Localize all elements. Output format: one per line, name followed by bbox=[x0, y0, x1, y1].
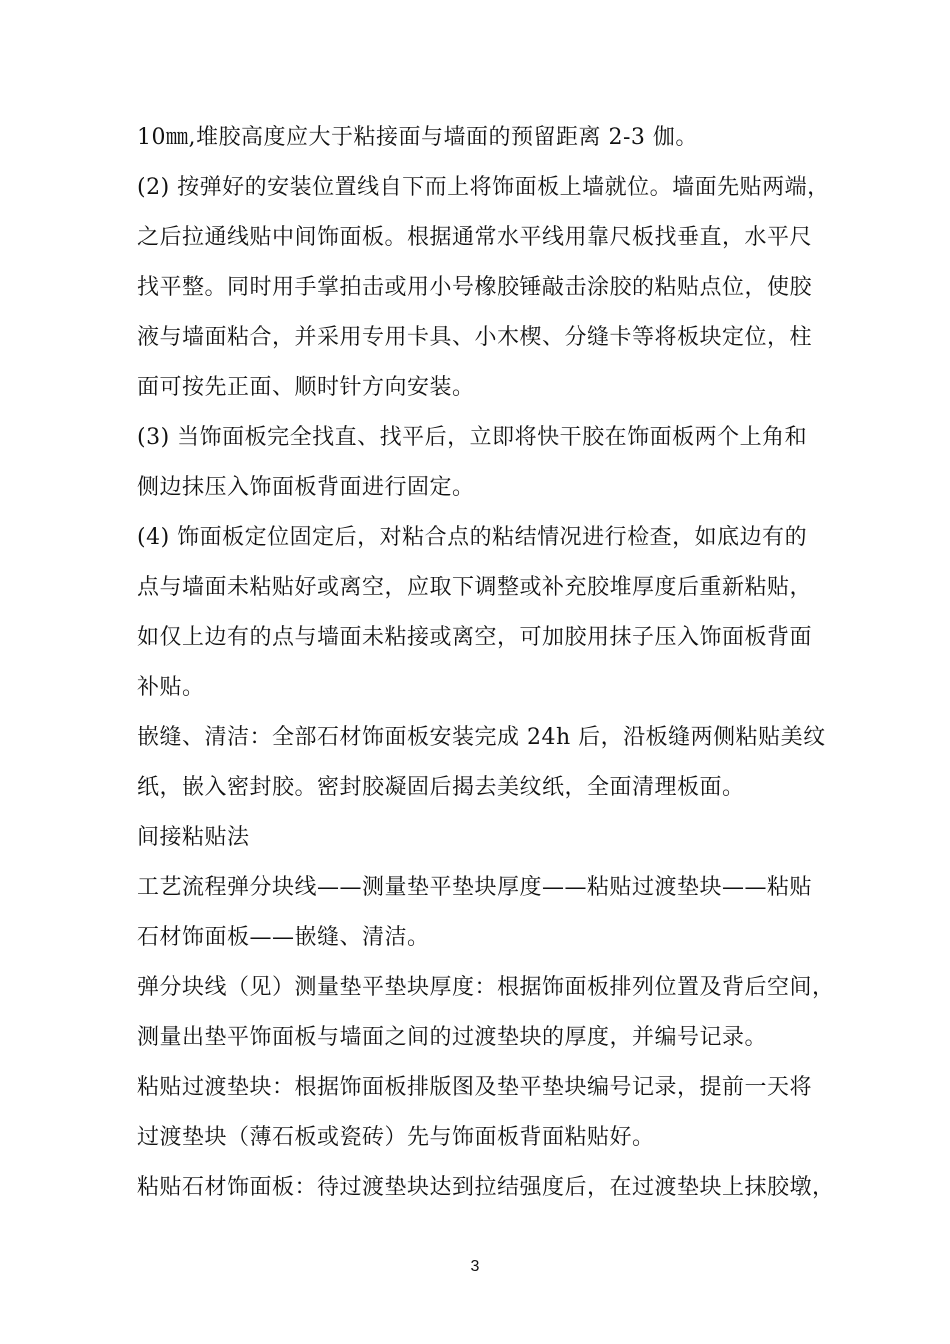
text-line: 纸，嵌入密封胶。密封胶凝固后揭去美纹纸，全面清理板面。 bbox=[137, 775, 745, 800]
page-number: 3 bbox=[470, 1258, 480, 1275]
text-line: 液与墙面粘合，并采用专用卡具、小木楔、分缝卡等将板块定位，柱 bbox=[137, 325, 813, 350]
text-line: 面可按先正面、顺时针方向安装。 bbox=[137, 375, 475, 400]
text-line: 石材饰面板——嵌缝、清洁。 bbox=[137, 925, 430, 950]
text-line: 找平整。同时用手掌拍击或用小号橡胶锤敲击涂胶的粘贴点位，使胶 bbox=[137, 275, 813, 300]
text-line: 粘贴过渡垫块：根据饰面板排版图及垫平垫块编号记录，提前一天将 bbox=[137, 1075, 813, 1100]
text-line: 工艺流程弹分块线——测量垫平垫块厚度——粘贴过渡垫块——粘贴 bbox=[137, 875, 813, 900]
text-line: 过渡垫块（薄石板或瓷砖）先与饰面板背面粘贴好。 bbox=[137, 1125, 655, 1150]
text-line: 粘贴石材饰面板：待过渡垫块达到拉结强度后，在过渡垫块上抹胶墩， bbox=[137, 1175, 835, 1200]
text-line: 10㎜,堆胶高度应大于粘接面与墙面的预留距离 2-3 伽。 bbox=[137, 125, 698, 150]
text-line: 侧边抹压入饰面板背面进行固定。 bbox=[137, 475, 475, 500]
text-line: (2) 按弹好的安装位置线自下而上将饰面板上墙就位。墙面先贴两端， bbox=[137, 175, 830, 200]
text-line: 补贴。 bbox=[137, 675, 205, 700]
body-text bbox=[137, 118, 835, 1218]
text-line: 弹分块线（见）测量垫平垫块厚度：根据饰面板排列位置及背后空间， bbox=[137, 975, 835, 1000]
text-line: 如仅上边有的点与墙面未粘接或离空，可加胶用抹子压入饰面板背面 bbox=[137, 625, 813, 650]
text-line: (3) 当饰面板完全找直、找平后，立即将快干胶在饰面板两个上角和 bbox=[137, 425, 808, 450]
text-line: 之后拉通线贴中间饰面板。根据通常水平线用靠尺板找垂直，水平尺 bbox=[137, 225, 813, 250]
text-line: 点与墙面未粘贴好或离空，应取下调整或补充胶堆厚度后重新粘贴， bbox=[137, 575, 813, 600]
section-heading: 间接粘贴法 bbox=[137, 825, 250, 850]
text-line: (4) 饰面板定位固定后，对粘合点的粘结情况进行检查，如底边有的 bbox=[137, 525, 808, 550]
text-line: 嵌缝、清洁：全部石材饰面板安装完成 24h 后，沿板缝两侧粘贴美纹 bbox=[137, 725, 826, 750]
text-line: 测量出垫平饰面板与墙面之间的过渡垫块的厚度，并编号记录。 bbox=[137, 1025, 768, 1050]
